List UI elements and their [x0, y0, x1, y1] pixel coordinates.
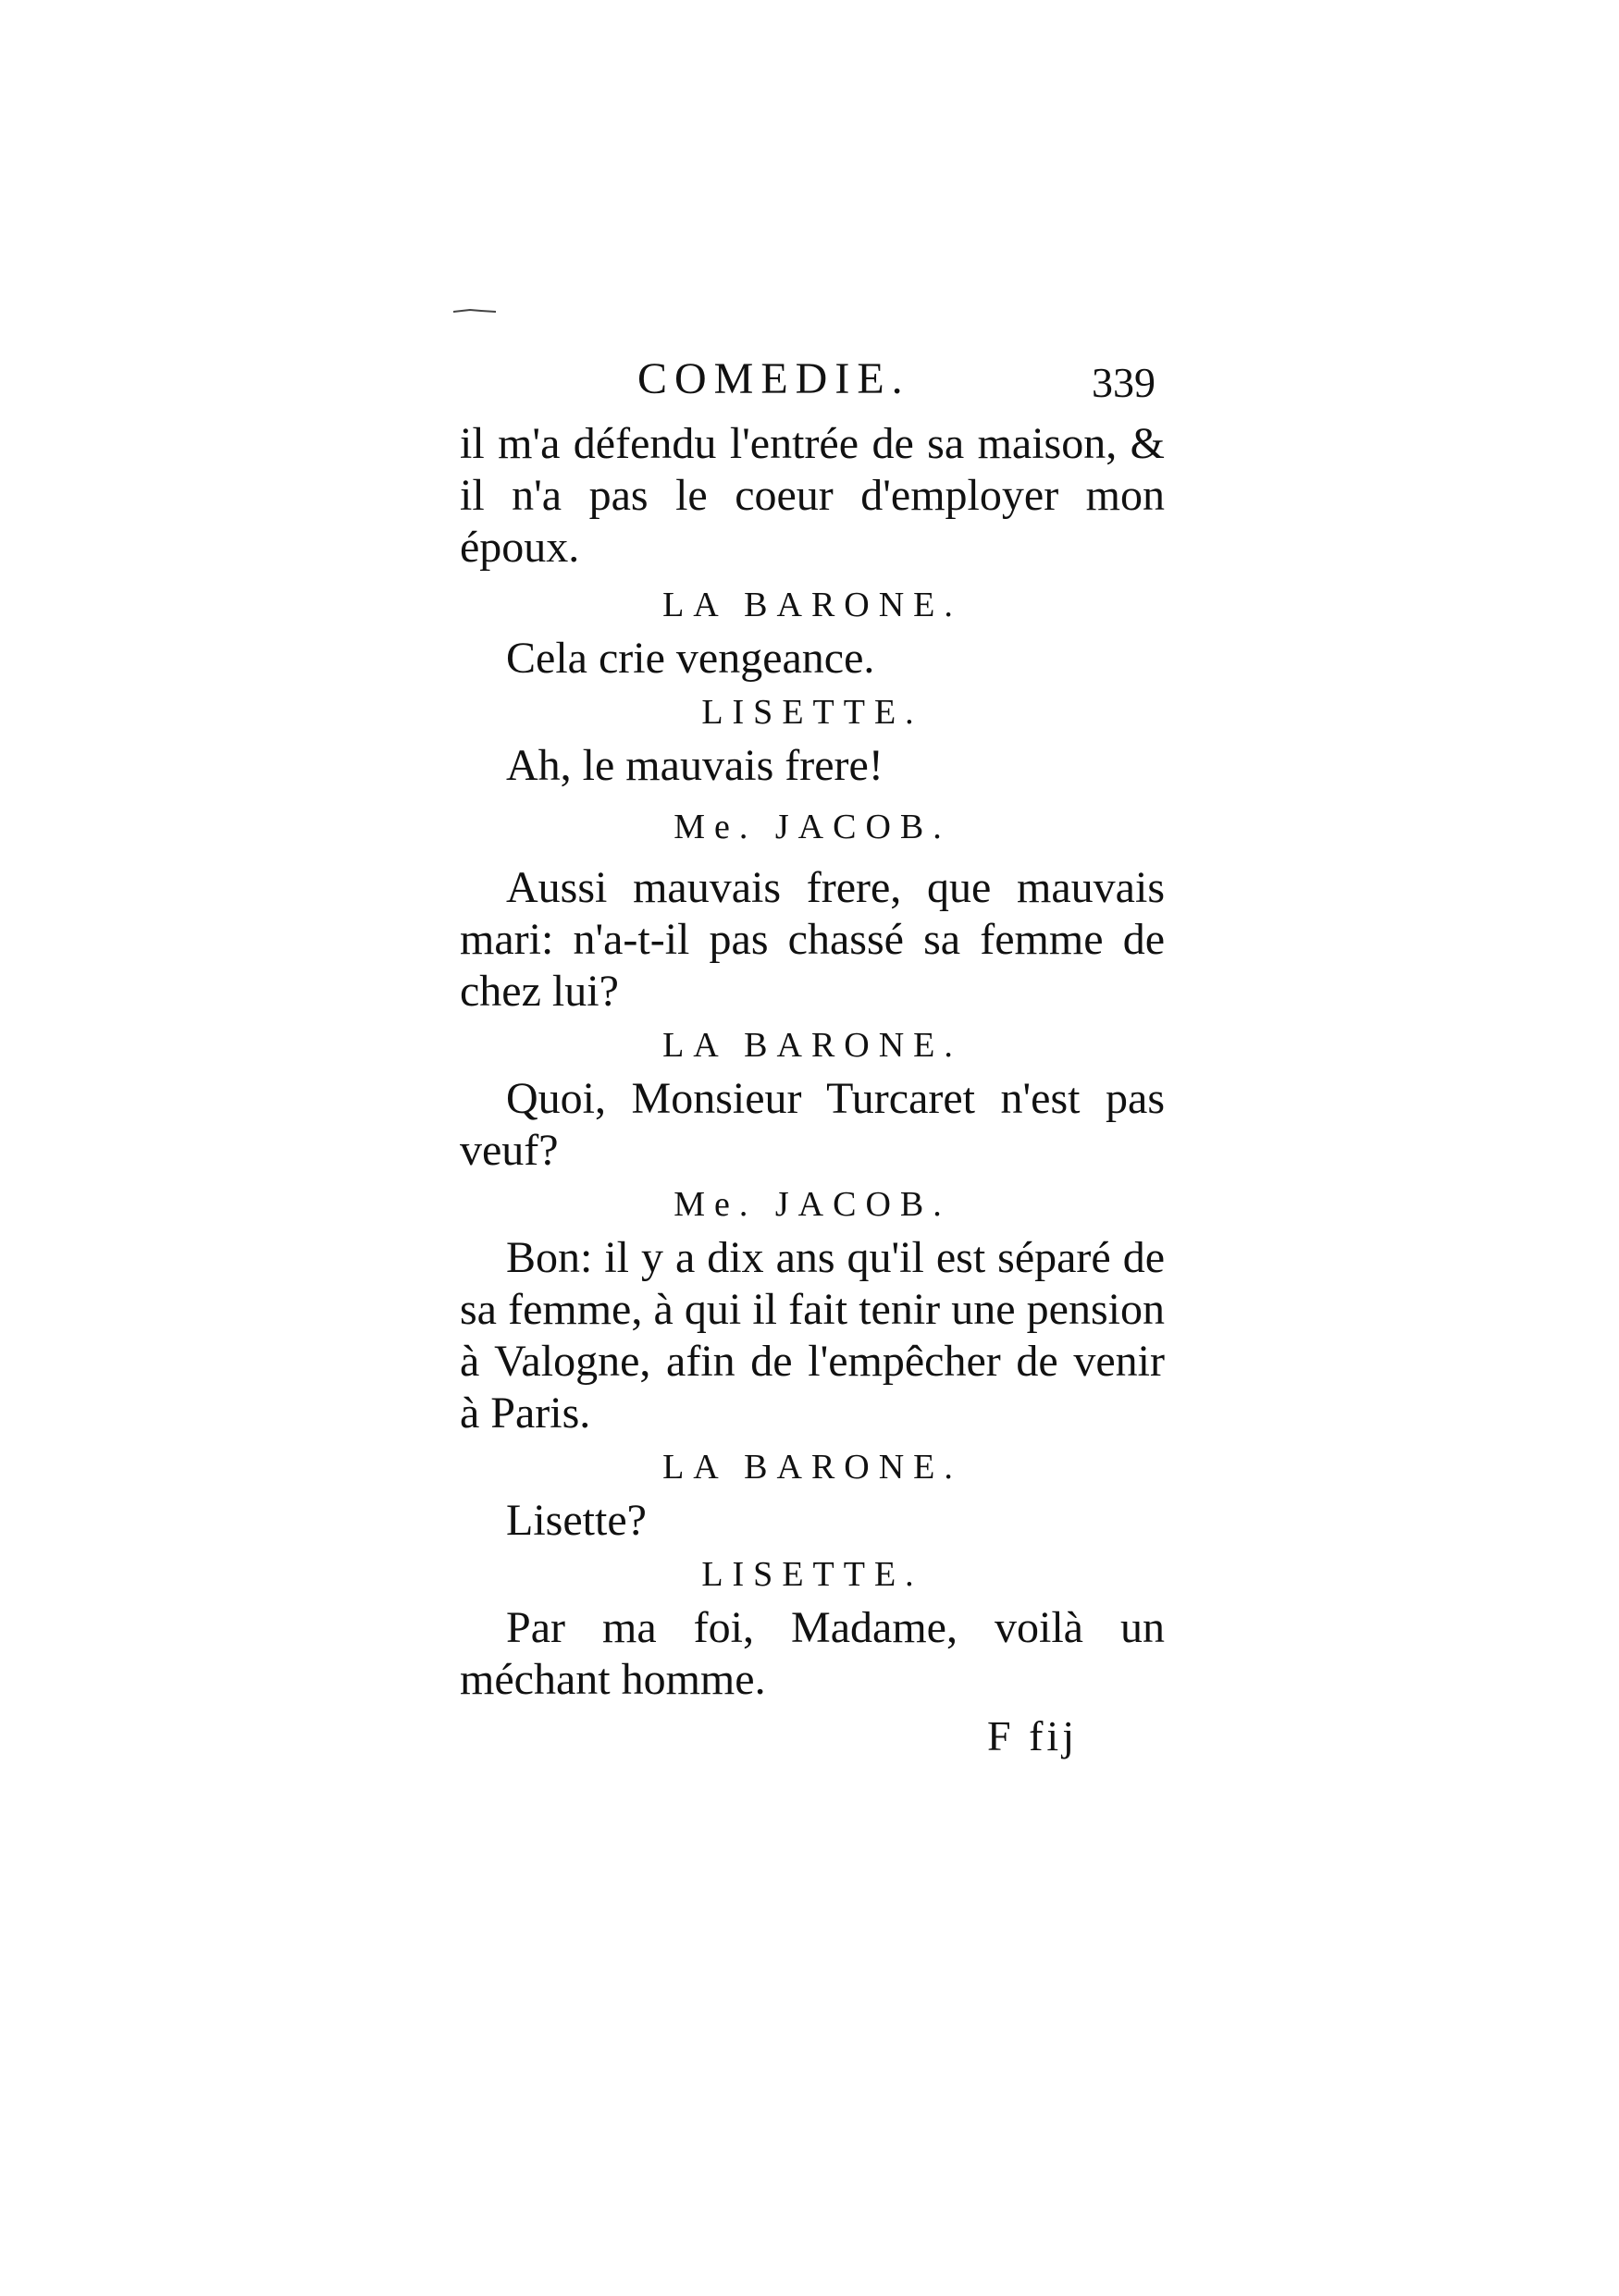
paragraph: Aussi mauvais frere, que mauvais mari: n'a-t-il pas chassé sa femme de chez lui? [460, 863, 1165, 1016]
speaker-name: LA BARONE. [662, 1448, 962, 1487]
catchword: F fij [987, 1712, 1078, 1759]
page-header [460, 352, 1165, 418]
paragraph: il m'a défendu l'entrée de sa maison, & il n'a pas le coeur d'employer mon époux. [460, 419, 1165, 572]
page-number: 339 [1092, 359, 1156, 406]
speaker-name: LA BARONE. [662, 1026, 962, 1065]
paragraph: Lisette? [506, 1496, 647, 1545]
speaker-name: Me. JACOB. [674, 1185, 951, 1224]
speaker-name: LISETTE. [701, 1555, 923, 1594]
paragraph: Quoi, Monsieur Turcaret n'est pas veuf? [460, 1074, 1165, 1175]
paragraph: Par ma foi, Madame, voilà un méchant homme. [460, 1603, 1165, 1704]
paragraph: Cela crie vengeance. [506, 634, 875, 683]
page-text [460, 352, 1165, 1767]
paragraph: Bon: il y a dix ans qu'il est séparé de sa femme, à qui il fait tenir une pension à Valogne, afin de l'empêcher de venir à Paris. [460, 1233, 1165, 1438]
speaker-name: LA BARONE. [662, 586, 962, 624]
ink-mark [453, 308, 496, 315]
speaker-name: LISETTE. [701, 693, 923, 732]
running-head: COMEDIE. [637, 354, 910, 403]
speaker-name: Me. JACOB. [674, 808, 951, 846]
paragraph: Ah, le mauvais frere! [506, 741, 884, 790]
